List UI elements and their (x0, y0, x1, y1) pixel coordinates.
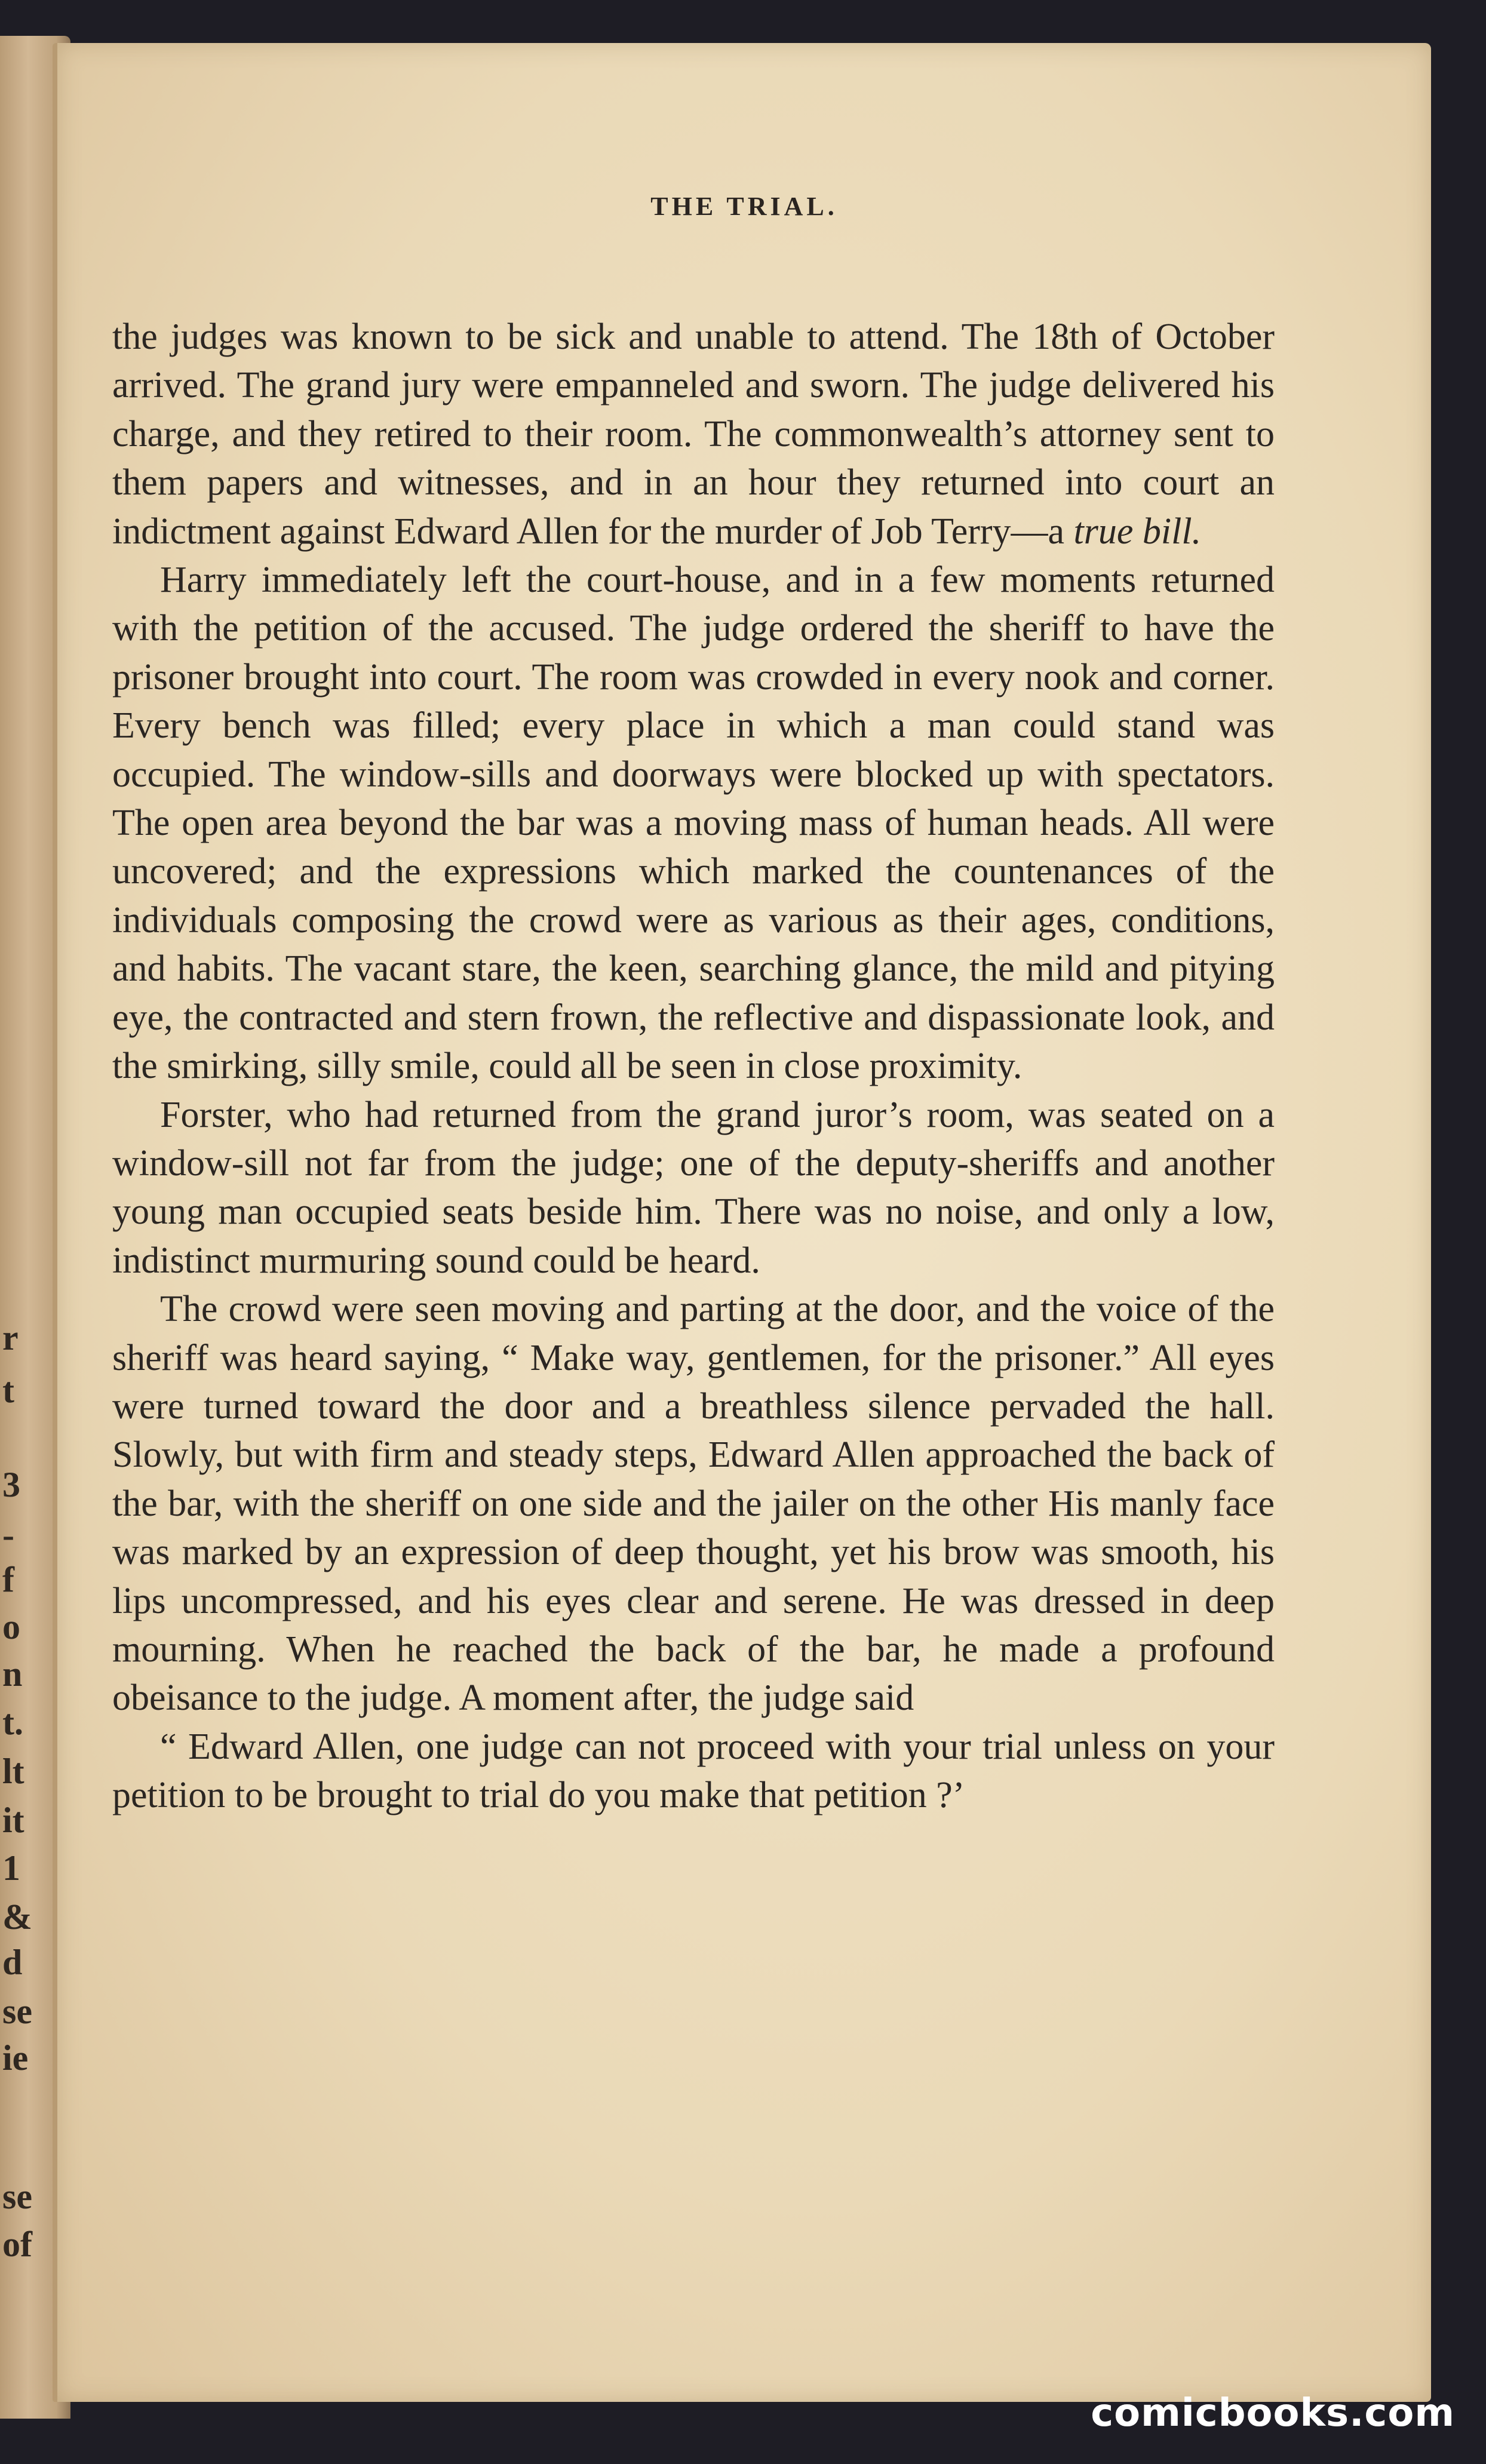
left-page-fragment: d (2, 1943, 23, 1982)
left-page-fragment: 3 (2, 1465, 20, 1504)
left-page-fragment: r (2, 1318, 19, 1357)
paragraph-1 (112, 313, 1275, 556)
paragraph-4: The crowd were seen moving and parting at the door, and the voice of the sheriff was heard saying, “ Make way, gentlemen, for the prisoner.” All eyes were turned toward the door and a breathless silence pervaded the hall. Slowly, but with firm and steady steps, Edward Allen approached the back of the bar, with the sheriff on one side and the jailer on the other His manly face was marked by an expression of deep thought, yet his brow was smooth, his lips uncompressed, and his eyes clear and serene. He was dressed in deep mourning. When he reached the back of the bar, he made a profound obeisance to the judge. A moment after, the judge said (112, 1289, 1275, 1719)
left-page-fragment: o (2, 1607, 20, 1646)
left-page-fragment: f (2, 1560, 14, 1599)
paragraph-2: Harry immediately left the court-house, and in a few moments returned with the petition of the accused. The judge ordered the sheriff to have the prisoner brought into court. The room was crowded in every nook and corner. Every bench was filled; every place in which a man could stand was occupied. The window-sills and doorways were blocked up with spectators. The open area beyond the bar was a moving mass of human heads. All were uncovered; and the expressions which marked the countenances of the individuals composing the crowd were as various as their ages, conditions, and habits. The vacant stare, the keen, searching glance, the mild and pitying eye, the contracted and stern frown, the reflective and dispassionate look, and the smirking, silly smile, could all be seen in close proximity. (112, 560, 1275, 1087)
left-page-fragment: & (2, 1897, 32, 1937)
left-page-fragment: t. (2, 1703, 23, 1742)
running-head: THE TRIAL. (650, 192, 838, 221)
left-page-fragment: ie (2, 2038, 29, 2078)
left-page-fragment: 1 (2, 1848, 20, 1888)
left-page-fragment: lt (2, 1752, 24, 1791)
left-page-fragment: - (2, 1515, 14, 1554)
paragraph-5: “ Edward Allen, one judge can not proceed with your trial unless on your petition to be brought to trial do you make that petition ?’ (112, 1726, 1275, 1816)
left-page-fragment: t (2, 1371, 14, 1410)
left-page-fragment: se (2, 2177, 32, 2216)
left-page-fragment: n (2, 1654, 23, 1694)
paragraph-1-text: the judges was known to be sick and unable to attend. The 18th of October arrived. The grand jury were empanneled and sworn. The judge delivered his charge, and they retired to their room. The commonwealth’s attorney sent to them papers and witnesses, and in an hour they returned into court an indictment against Edward Allen for the murder of Job Terry—a (112, 317, 1275, 552)
book-page (53, 43, 1431, 2402)
left-page-fragment: of (2, 2225, 32, 2264)
left-page-fragment: se (2, 1992, 32, 2031)
paragraph-3: Forster, who had returned from the grand juror’s room, was seated on a window-sill not far from the judge; one of the deputy-sheriffs and another young man occupied seats beside him. There was no noise, and only a low, indistinct murmuring sound could be heard. (112, 1094, 1275, 1281)
site-watermark: comicbooks.com (1091, 2391, 1455, 2435)
left-page-fragment: it (2, 1801, 24, 1840)
paragraph-1-emphasis: true bill. (1073, 511, 1202, 552)
page-body-text (112, 313, 1275, 1820)
